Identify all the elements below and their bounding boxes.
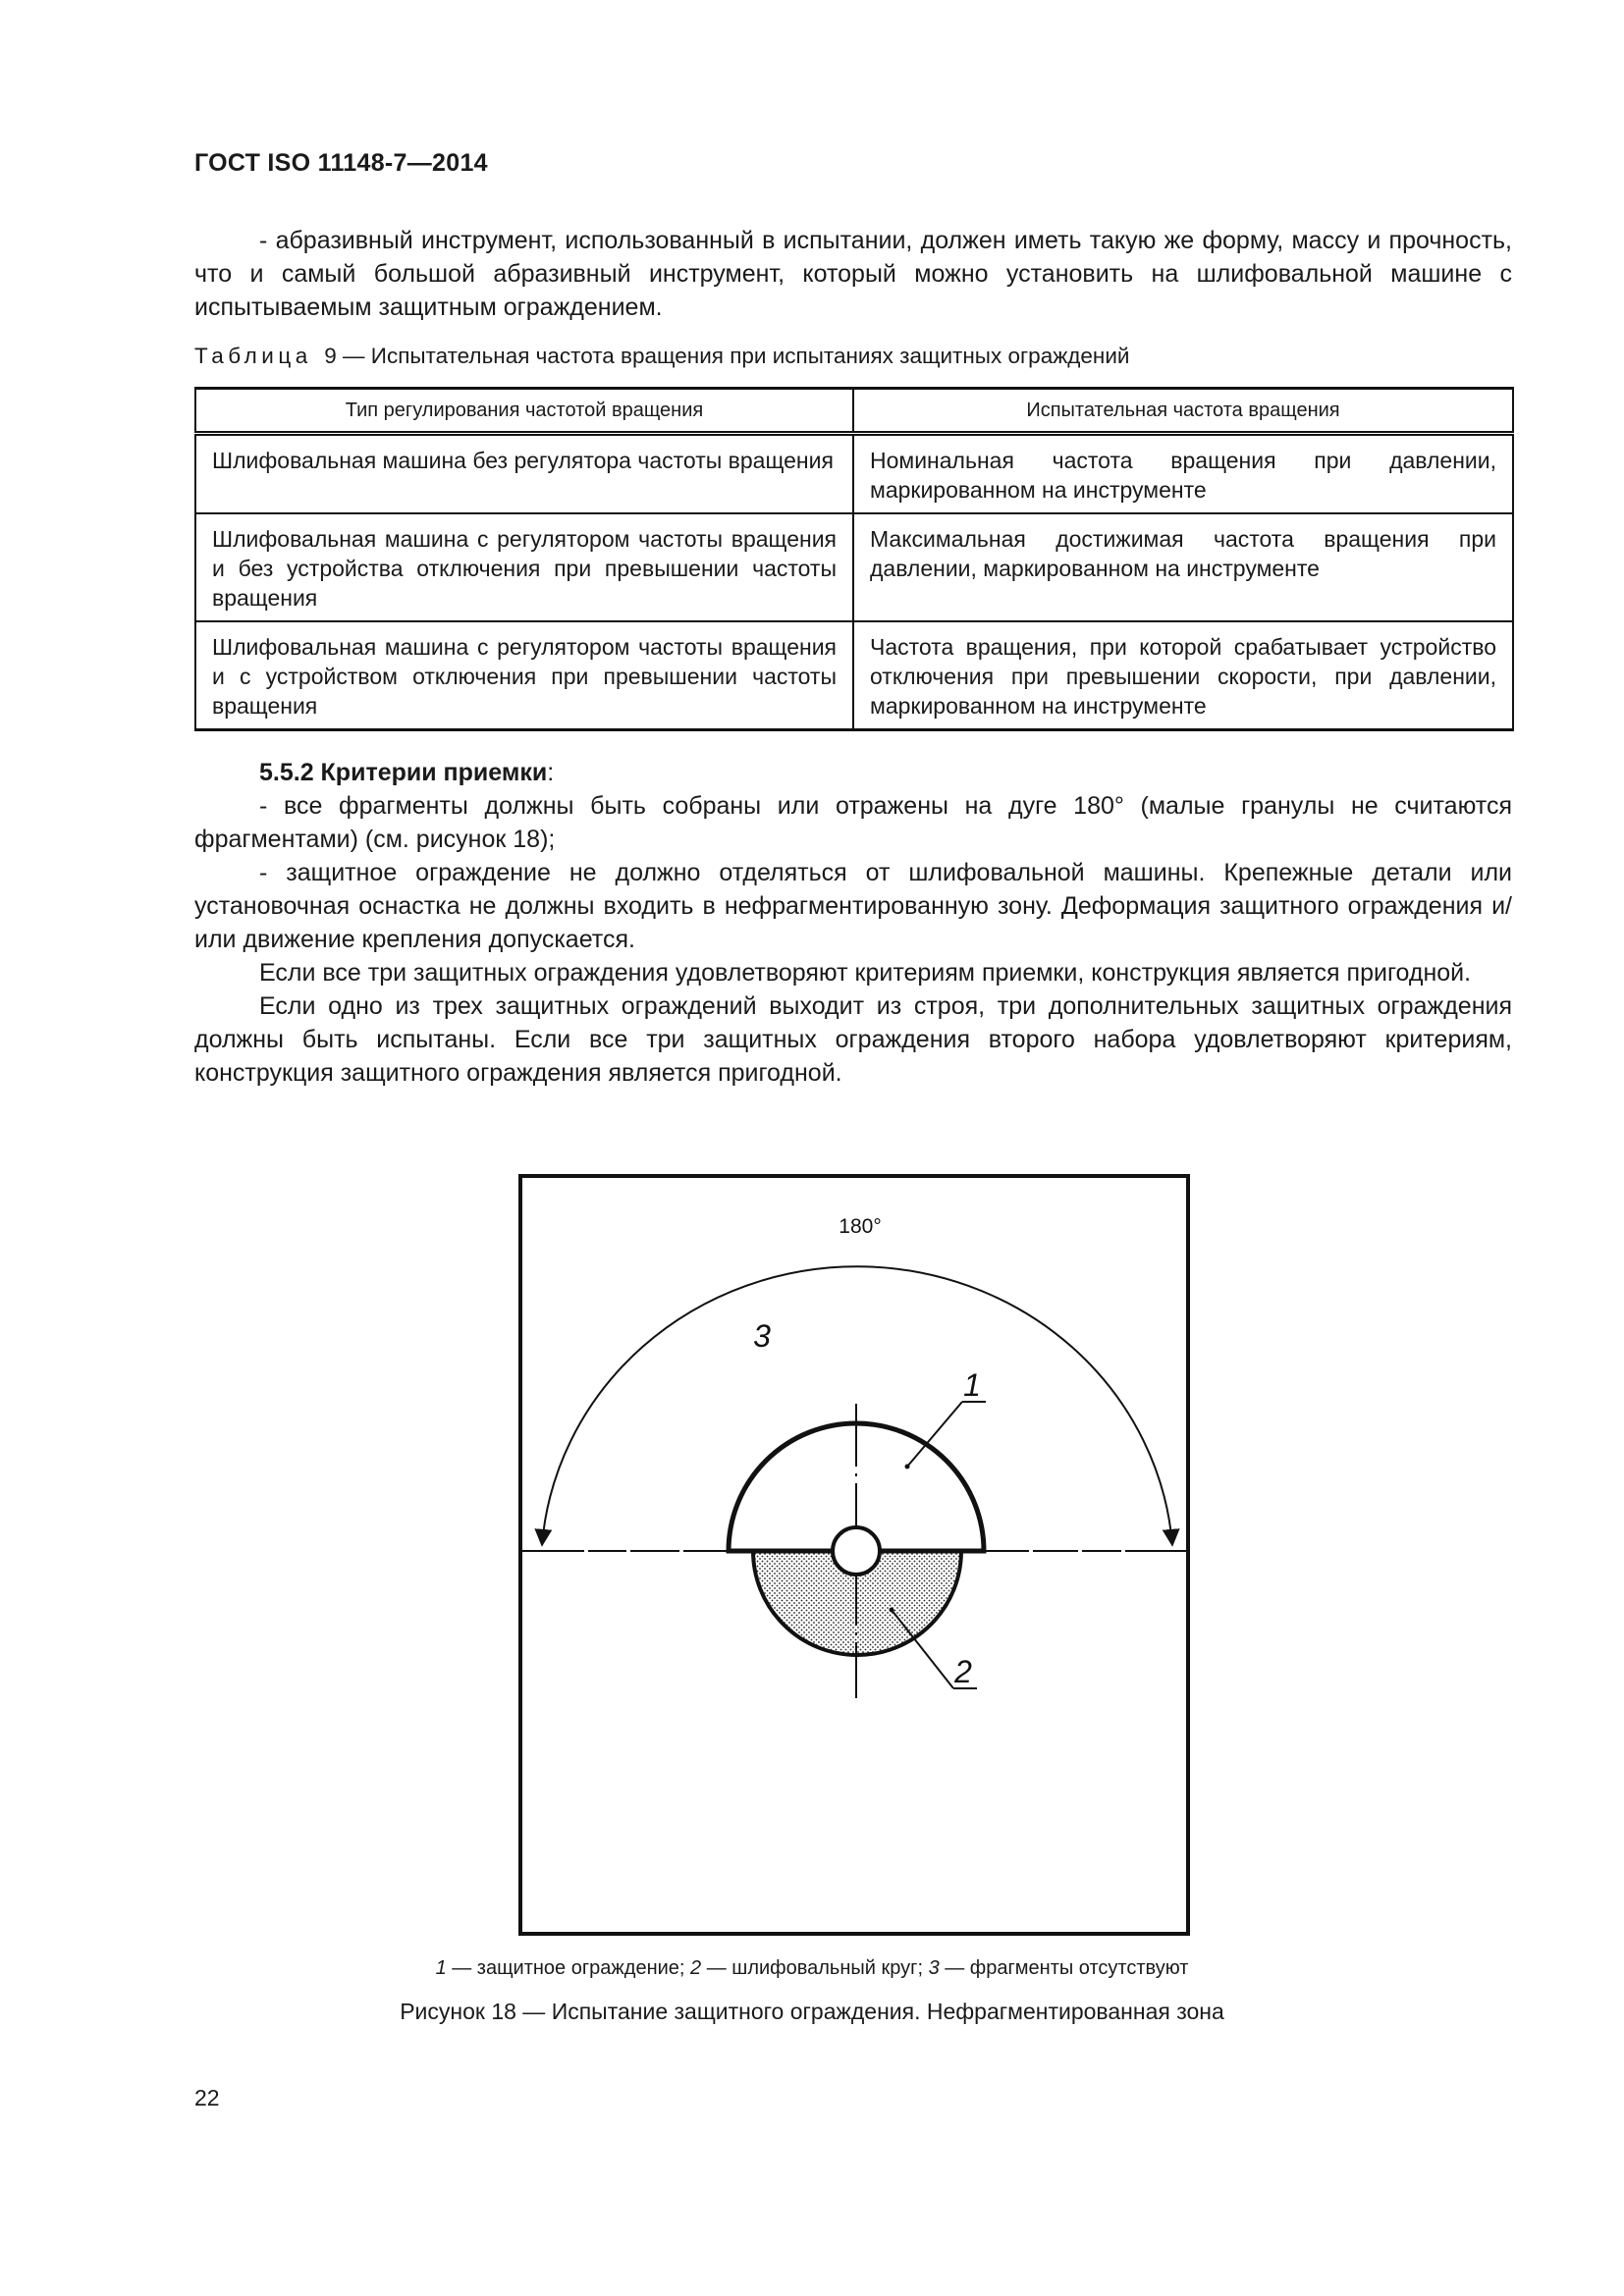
- page-number: 22: [194, 2085, 220, 2110]
- table-cell: Номинальная частота вращения при давлении, маркированном на инструменте: [853, 434, 1513, 514]
- table-row: [195, 621, 1513, 730]
- intro-paragraph: - абразивный инструмент, использованный в испытании, должен иметь такую же форму, массу и прочность, что и самый большой абразивный инструмент, который можно установить на шлифовальной машине с испытываемым защитным ограждением.: [194, 227, 1512, 321]
- criteria-heading: 5.5.2 Критерии приемки:: [259, 759, 555, 786]
- table-caption: [194, 344, 1129, 369]
- table-cell: Максимальная достижимая частота вращения при давлении, маркированном на инструменте: [853, 513, 1513, 621]
- table-header-cell: Тип регулирования частотой вращения: [195, 389, 853, 434]
- document-header: ГОСТ ISO 11148-7—2014: [194, 149, 488, 177]
- table-row: [195, 434, 1513, 514]
- table-cell: Шлифовальная машина с регулятором частоты вращения и с устройством отключения при превышении частоты вращения: [195, 621, 853, 730]
- criteria-item: Если одно из трех защитных ограждений выходит из строя, три дополнительных защитных ограждения должны быть испытаны. Если все три защитных ограждения второго набора удовлетворяют критериям, конструкция защитного ограждения является пригодной.: [194, 992, 1512, 1087]
- table-caption-text: 9 — Испытательная частота вращения при испытаниях защитных ограждений: [324, 344, 1130, 368]
- table-header-row: [195, 389, 1513, 434]
- label-3: 3: [753, 1318, 771, 1354]
- table-caption-label: Таблица: [194, 344, 312, 368]
- label-1: 1: [963, 1367, 981, 1403]
- figure-legend: 1 — защитное ограждение; 2 — шлифовальный круг; 3 — фрагменты отсутствуют: [435, 1957, 1189, 1979]
- table-row: [195, 513, 1513, 621]
- angle-label: 180°: [839, 1215, 882, 1238]
- table-cell: Шлифовальная машина без регулятора частоты вращения: [195, 434, 853, 514]
- criteria-item: Если все три защитных ограждения удовлетворяют критериям приемки, конструкция является пригодной.: [259, 959, 1472, 987]
- guard-test-diagram: [511, 1162, 1198, 1948]
- acceptance-criteria-section: [194, 756, 1512, 1090]
- criteria-item: - все фрагменты должны быть собраны или отражены на дуге 180° (малые гранулы не считаются фрагментами) (см. рисунок 18);: [194, 792, 1512, 853]
- speed-table: [194, 387, 1514, 731]
- figure-caption: Рисунок 18 — Испытание защитного ограждения. Нефрагментированная зона: [400, 1999, 1224, 2024]
- table-cell: Частота вращения, при которой срабатывает устройство отключения при превышении скорости, при давлении, маркированном на инструменте: [870, 634, 1496, 719]
- table-header-cell: Испытательная частота вращения: [853, 389, 1513, 434]
- label-2: 2: [954, 1654, 972, 1689]
- criteria-item: - защитное ограждение не должно отделяться от шлифовальной машины. Крепежные детали или установочная оснастка не должны входить в нефрагментированную зону. Деформация защитного ограждения и/или движение крепления допускается.: [194, 859, 1512, 953]
- table-cell: Шлифовальная машина с регулятором частоты вращения и без устройства отключения при превышении частоты вращения: [195, 513, 853, 621]
- figure-18: [511, 1162, 1198, 1952]
- spindle-hub-icon: [833, 1527, 880, 1575]
